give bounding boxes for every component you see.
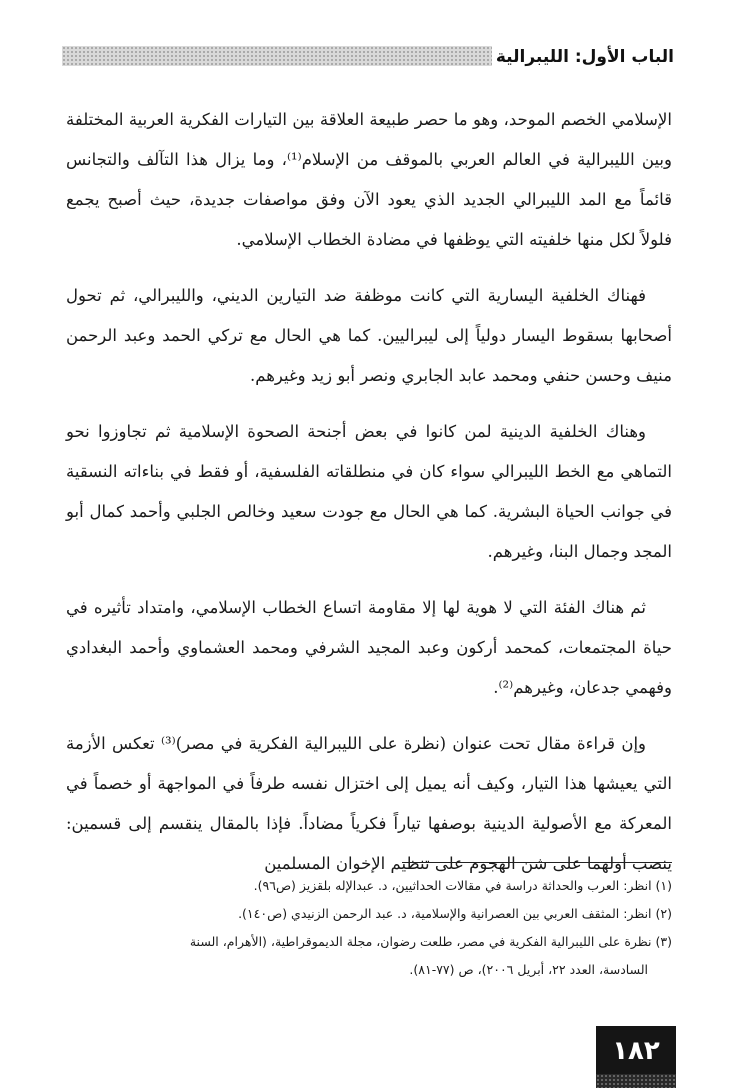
running-header: [62, 40, 674, 76]
chapter-title: الباب الأول: الليبرالية: [495, 47, 674, 67]
paragraph-5: وإن قراءة مقال تحت عنوان (نظرة على الليبرالية الفكرية في مصر)⁽³⁾ تعكس الأزمة التي يعيشها هذا التيار، وكيف أنه يميل إلى اختزال نفسه طرفاً في المواجهة أو خصماً في المعركة مع الأصولية الدينية بوصفها تياراً فكرياً مضاداً. فإذا بالمقال ينقسم إلى قسمين: ينصب أولهما على شن الهجوم على تنظيم الإخوان المسلمين: [66, 734, 672, 873]
footnote-3: (٣) نظرة على الليبرالية الفكرية في مصر، طلعت رضوان، مجلة الديموقراطية، (الأهرام، السنة: [189, 934, 672, 949]
page-number: ١٨٢: [612, 1036, 660, 1066]
paragraph-1: الإسلامي الخصم الموحد، وهو ما حصر طبيعة العلاقة بين التيارات الفكرية العربية المختلفة وبين الليبرالية في العالم العربي بالموقف من الإسلام⁽¹⁾، وما يزال هذا التآلف والتجانس قائماً مع المد الليبرالي الجديد الذي يعود الآن وفق مواصفات جديدة، حيث أصبح يجمع فلولاً لكل منها خلفيته التي يوظفها في مضادة الخطاب الإسلامي.: [66, 110, 672, 249]
body-text: [66, 100, 672, 900]
footnotes: [66, 872, 672, 984]
page-number-dotted-band: [596, 1074, 676, 1088]
footnote-3-continuation: السادسة، العدد ٢٢، أبريل ٢٠٠٦)، ص (٧٧-٨١).: [409, 962, 648, 977]
page-number-box: [596, 1026, 676, 1088]
paragraph-3: وهناك الخلفية الدينية لمن كانوا في بعض أجنحة الصحوة الإسلامية ثم تجاوزوا نحو التماهي مع الخط الليبرالي سواء كان في منطلقاته الفلسفية، أو فقط في بناءاته النسقية في جوانب الحياة البشرية. كما هي الحال مع جودت سعيد وخالص الجلبي وأحمد كمال أبو المجد وجمال البنا، وغيرهم.: [66, 422, 672, 561]
footnote-2: (٢) انظر: المثقف العربي بين العصرانية والإسلامية، د. عبد الرحمن الزنيدي (ص١٤٠).: [238, 906, 672, 921]
footnote-separator: [402, 862, 672, 863]
paragraph-2: فهناك الخلفية اليسارية التي كانت موظفة ضد التيارين الديني، والليبرالي، ثم تحول أصحابها بسقوط اليسار دولياً إلى ليبراليين. كما هي الحال مع تركي الحمد وعبد الرحمن منيف وحسن حنفي ومحمد عابد الجابري ونصر أبو زيد وغيرهم.: [66, 286, 672, 385]
paragraph-4: ثم هناك الفئة التي لا هوية لها إلا مقاومة اتساع الخطاب الإسلامي، وامتداد تأثيره في حياة المجتمعات، كمحمد أركون وعبد المجيد الشرفي ومحمد العشماوي وأحمد البغدادي وفهمي جدعان، وغيرهم⁽²⁾.: [66, 598, 672, 697]
header-dotted-band: [62, 46, 492, 66]
footnote-1: (١) انظر: العرب والحداثة دراسة في مقالات الحداثيين، د. عبدالإله بلقزيز (ص٩٦).: [253, 878, 672, 893]
